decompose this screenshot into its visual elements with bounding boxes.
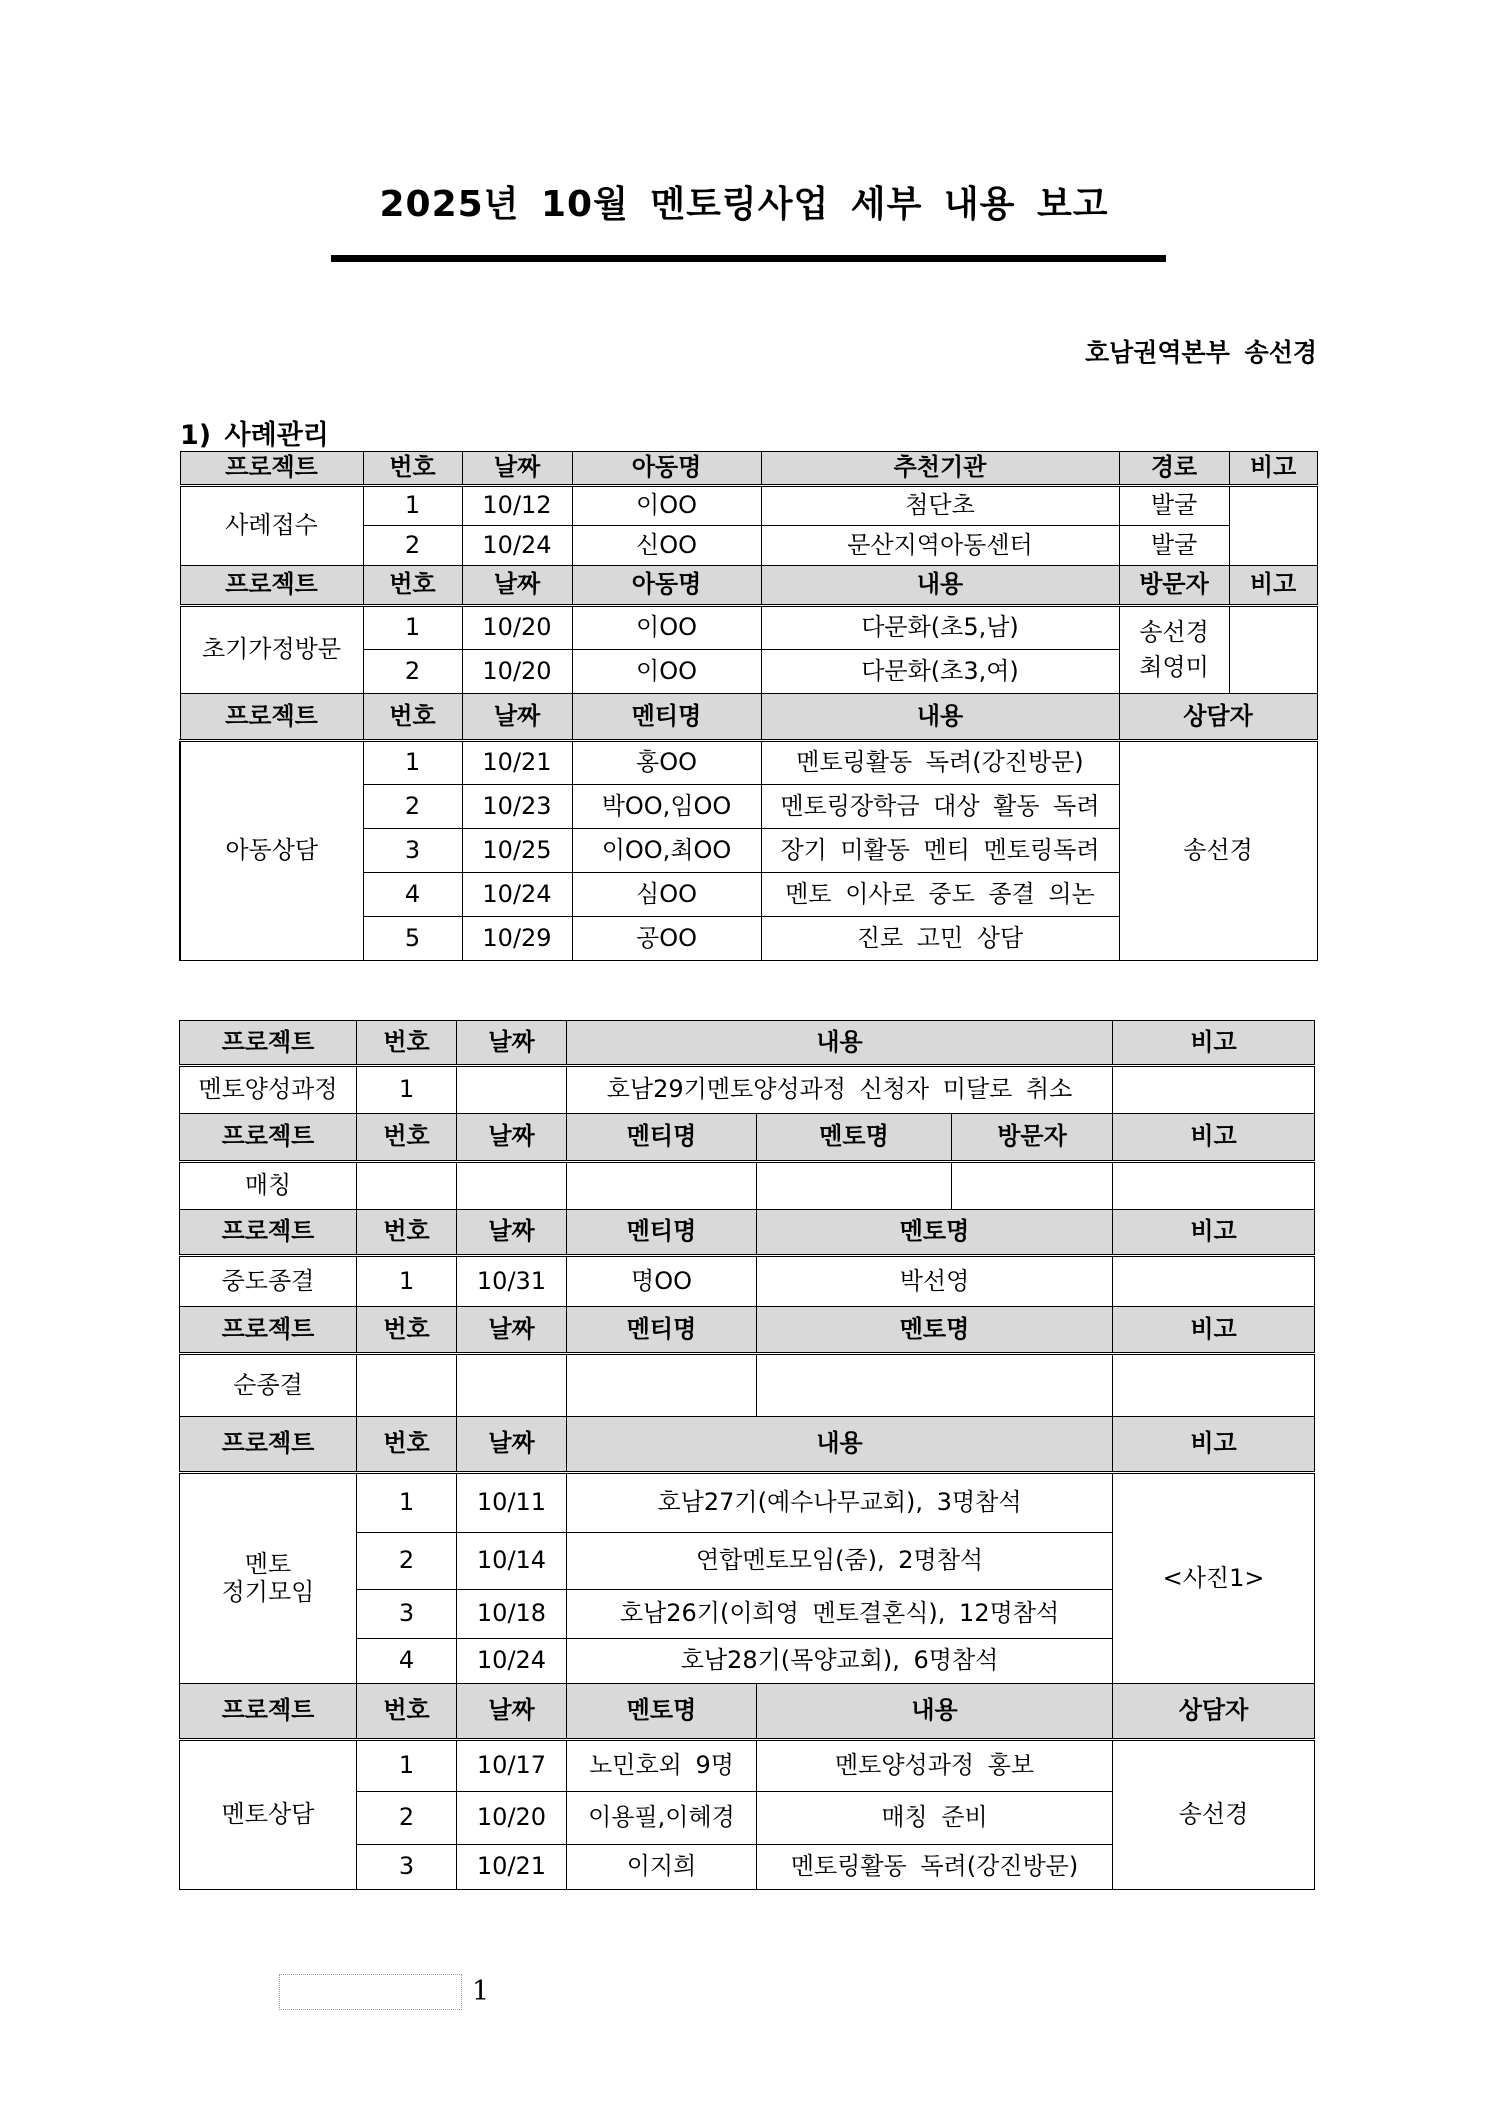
cell: 장기 미활동 멘티 멘토링독려: [761, 829, 1119, 873]
cell: 3: [363, 829, 462, 873]
cell: [457, 1162, 567, 1210]
cell: [457, 1354, 567, 1417]
cell: 2: [357, 1533, 457, 1590]
header-cell: 비고: [1113, 1021, 1315, 1066]
header-cell: 날짜: [457, 1114, 567, 1162]
header-cell: 번호: [357, 1417, 457, 1473]
header-cell: 비고: [1113, 1307, 1315, 1354]
cell: 멘토양성과정 홍보: [757, 1740, 1113, 1792]
header-cell: 비고: [1113, 1210, 1315, 1256]
cell: 10/31: [457, 1256, 567, 1307]
cell: 10/12: [462, 486, 572, 526]
cell: 2: [363, 785, 462, 829]
table-header-row: [180, 1684, 1315, 1740]
table-header-row: [180, 1210, 1315, 1256]
header-cell: 번호: [357, 1210, 457, 1256]
table-header-row: [180, 452, 1317, 486]
cell: 멘토링활동 독려(강진방문): [761, 741, 1119, 785]
header-cell: 상담자: [1119, 694, 1317, 741]
header-cell: 프로젝트: [180, 452, 363, 486]
header-cell: 프로젝트: [180, 694, 363, 741]
cell: 홍OO: [572, 741, 761, 785]
project-cell: 사례접수: [180, 486, 363, 566]
header-cell: 번호: [363, 694, 462, 741]
cell: 매칭 준비: [757, 1792, 1113, 1845]
header-cell: 번호: [363, 566, 462, 606]
cell: 명OO: [567, 1256, 757, 1307]
cell: 1: [363, 741, 462, 785]
header-cell: 프로젝트: [180, 1417, 357, 1473]
cell: [567, 1354, 757, 1417]
cell: 10/23: [462, 785, 572, 829]
header-cell: 멘토명: [757, 1210, 1113, 1256]
header-cell: 프로젝트: [180, 1684, 357, 1740]
project-label: 멘토: [244, 1549, 292, 1578]
note-cell: [1113, 1354, 1315, 1417]
visitor-cell: [1119, 606, 1229, 694]
cell: 1: [363, 606, 462, 650]
cell: [952, 1162, 1113, 1210]
cell: 신OO: [572, 526, 761, 566]
cell: 멘토링활동 독려(강진방문): [757, 1845, 1113, 1890]
author-line: 호남권역본부 송선경: [1084, 338, 1317, 367]
header-cell: 추천기관: [761, 452, 1119, 486]
cell: 발굴: [1119, 486, 1229, 526]
header-cell: 번호: [357, 1021, 457, 1066]
note-cell: [1229, 486, 1317, 566]
cell: 박선영: [757, 1256, 1113, 1307]
cell: 공OO: [572, 917, 761, 961]
cell: 첨단초: [761, 486, 1119, 526]
cell: 호남26기(이희영 멘토결혼식), 12명참석: [567, 1590, 1113, 1639]
cell: 1: [357, 1473, 457, 1533]
cell: 노민호외 9명: [567, 1740, 757, 1792]
header-cell: 프로젝트: [180, 1114, 357, 1162]
header-cell: 번호: [357, 1307, 457, 1354]
cell: 1: [357, 1740, 457, 1792]
cell: 10/20: [457, 1792, 567, 1845]
cell: 1: [357, 1256, 457, 1307]
header-cell: 내용: [567, 1417, 1113, 1473]
project-cell: 초기가정방문: [180, 606, 363, 694]
project-cell: 멘토양성과정: [180, 1066, 357, 1114]
header-cell: 멘티명: [567, 1307, 757, 1354]
counselor-cell: 송선경: [1119, 741, 1317, 961]
cell: 이지희: [567, 1845, 757, 1890]
header-cell: 멘토명: [757, 1307, 1113, 1354]
project-cell: [180, 1473, 357, 1684]
table-header-row: [180, 1417, 1315, 1473]
header-cell: 프로젝트: [180, 1021, 357, 1066]
header-cell: 방문자: [952, 1114, 1113, 1162]
project-cell: 순종결: [180, 1354, 357, 1417]
cell: 10/17: [457, 1740, 567, 1792]
header-cell: 상담자: [1113, 1684, 1315, 1740]
header-cell: 날짜: [457, 1417, 567, 1473]
cell: 문산지역아동센터: [761, 526, 1119, 566]
table-header-row: [180, 694, 1317, 741]
page-number: 1: [472, 1976, 490, 2007]
photo-note-cell: <사진1>: [1113, 1473, 1315, 1684]
table-row: [180, 1162, 1315, 1210]
counselor-cell: 송선경: [1113, 1740, 1315, 1890]
cell: 2: [363, 650, 462, 694]
header-cell: 멘티명: [572, 694, 761, 741]
mentor-activity-table: [179, 1020, 1315, 1890]
project-cell: 중도종결: [180, 1256, 357, 1307]
document-title: 2025년 10월 멘토링사업 세부 내용 보고: [379, 184, 1109, 225]
cell: 진로 고민 상담: [761, 917, 1119, 961]
table-header-row: [180, 566, 1317, 606]
visitor-name: 최영미: [1139, 653, 1209, 681]
cell: 10/24: [462, 526, 572, 566]
cell: 3: [357, 1590, 457, 1639]
cell: 연합멘토모임(줌), 2명참석: [567, 1533, 1113, 1590]
header-cell: 비고: [1229, 452, 1317, 486]
header-cell: 프로젝트: [180, 1307, 357, 1354]
header-cell: 프로젝트: [180, 566, 363, 606]
header-cell: 내용: [567, 1021, 1113, 1066]
header-cell: 비고: [1113, 1114, 1315, 1162]
cell: 발굴: [1119, 526, 1229, 566]
project-cell: 멘토상담: [180, 1740, 357, 1890]
header-cell: 멘티명: [567, 1210, 757, 1256]
table-row: [180, 486, 1317, 526]
cell: 이OO: [572, 606, 761, 650]
header-cell: 아동명: [572, 452, 761, 486]
cell: 호남28기(목양교회), 6명참석: [567, 1639, 1113, 1684]
table-row: [180, 1740, 1315, 1792]
header-cell: 멘티명: [567, 1114, 757, 1162]
header-cell: 내용: [761, 566, 1119, 606]
cell: 이OO: [572, 650, 761, 694]
header-cell: 내용: [757, 1684, 1113, 1740]
header-cell: 멘토명: [567, 1684, 757, 1740]
cell: 10/25: [462, 829, 572, 873]
header-cell: 프로젝트: [180, 1210, 357, 1256]
table-header-row: [180, 1114, 1315, 1162]
cell: [357, 1162, 457, 1210]
project-label: 정기모임: [221, 1577, 315, 1606]
cell: 3: [357, 1845, 457, 1890]
cell: [357, 1354, 457, 1417]
header-cell: 방문자: [1119, 566, 1229, 606]
note-cell: [1113, 1162, 1315, 1210]
cell: 이OO,최OO: [572, 829, 761, 873]
cell: 10/11: [457, 1473, 567, 1533]
header-cell: 날짜: [457, 1307, 567, 1354]
table-row: [180, 1256, 1315, 1307]
cell: [457, 1066, 567, 1114]
title-underline: [331, 255, 1166, 262]
header-cell: 비고: [1113, 1417, 1315, 1473]
cell: 10/21: [457, 1845, 567, 1890]
header-cell: 날짜: [462, 694, 572, 741]
project-cell: 아동상담: [180, 741, 363, 961]
header-cell: 날짜: [457, 1684, 567, 1740]
header-cell: 날짜: [457, 1021, 567, 1066]
cell: 10/24: [462, 873, 572, 917]
visitor-name: 송선경: [1139, 618, 1209, 647]
project-cell: 매칭: [180, 1162, 357, 1210]
cell: 멘토 이사로 중도 종결 의논: [761, 873, 1119, 917]
section-heading: 1) 사례관리: [180, 420, 329, 451]
table-header-row: [180, 1021, 1315, 1066]
cell: 이용필,이혜경: [567, 1792, 757, 1845]
cell: [757, 1354, 1113, 1417]
note-cell: [1113, 1066, 1315, 1114]
cell: 5: [363, 917, 462, 961]
cell: 멘토링장학금 대상 활동 독려: [761, 785, 1119, 829]
table-row: [180, 1473, 1315, 1533]
table-row: [180, 1066, 1315, 1114]
cell: 10/20: [462, 606, 572, 650]
cell: 2: [357, 1792, 457, 1845]
cell: 2: [363, 526, 462, 566]
header-cell: 날짜: [462, 452, 572, 486]
cell: [757, 1162, 952, 1210]
table-row: [180, 606, 1317, 650]
header-cell: 경로: [1119, 452, 1229, 486]
note-cell: [1229, 606, 1317, 694]
footer-box: [279, 1974, 462, 2010]
cell: 다문화(초3,여): [761, 650, 1119, 694]
cell: 다문화(초5,남): [761, 606, 1119, 650]
cell: 4: [363, 873, 462, 917]
header-cell: 번호: [357, 1114, 457, 1162]
cell: 4: [357, 1639, 457, 1684]
header-cell: 날짜: [462, 566, 572, 606]
table-header-row: [180, 1307, 1315, 1354]
header-cell: 날짜: [457, 1210, 567, 1256]
cell: 심OO: [572, 873, 761, 917]
table-row: [180, 741, 1317, 785]
header-cell: 비고: [1229, 566, 1317, 606]
cell: 호남29기멘토양성과정 신청자 미달로 취소: [567, 1066, 1113, 1114]
cell: 10/14: [457, 1533, 567, 1590]
header-cell: 번호: [363, 452, 462, 486]
cell: 1: [363, 486, 462, 526]
cell: 박OO,임OO: [572, 785, 761, 829]
case-management-table: [179, 451, 1318, 961]
header-cell: 번호: [357, 1684, 457, 1740]
header-cell: 아동명: [572, 566, 761, 606]
cell: 10/29: [462, 917, 572, 961]
cell: 이OO: [572, 486, 761, 526]
cell: [567, 1162, 757, 1210]
header-cell: 내용: [761, 694, 1119, 741]
cell: 10/18: [457, 1590, 567, 1639]
cell: 호남27기(예수나무교회), 3명참석: [567, 1473, 1113, 1533]
cell: 10/24: [457, 1639, 567, 1684]
table-row: [180, 1354, 1315, 1417]
cell: 1: [357, 1066, 457, 1114]
cell: 10/20: [462, 650, 572, 694]
note-cell: [1113, 1256, 1315, 1307]
cell: 10/21: [462, 741, 572, 785]
header-cell: 멘토명: [757, 1114, 952, 1162]
